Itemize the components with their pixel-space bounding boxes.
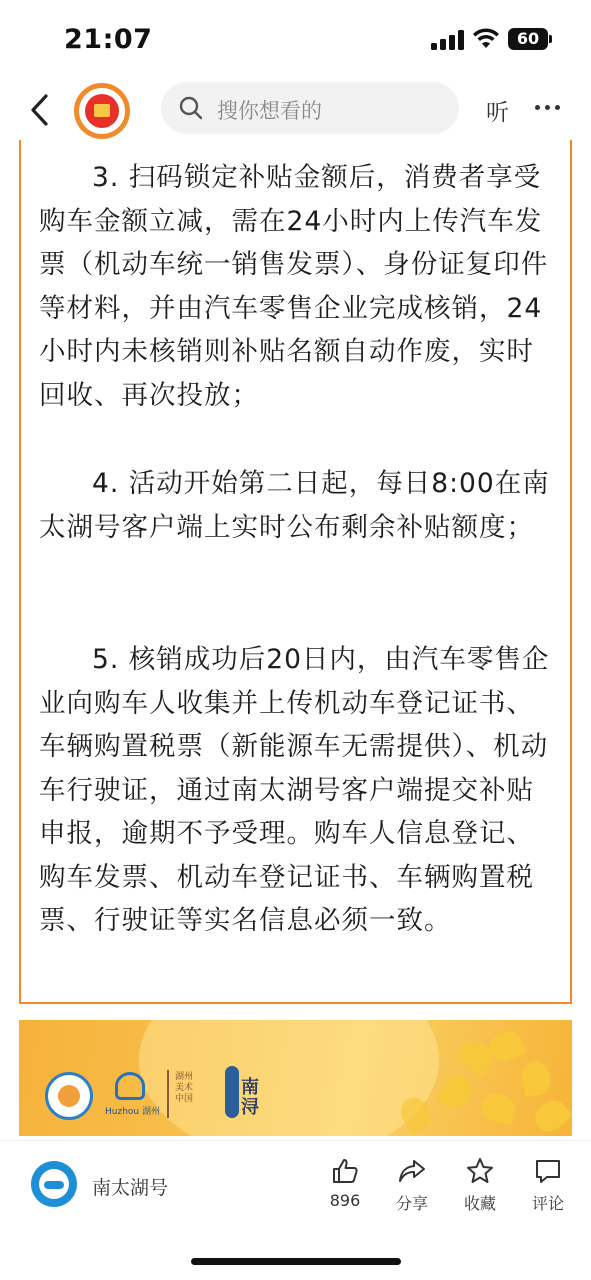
top-nav-bar	[0, 78, 591, 142]
huzhou-logo	[115, 1072, 145, 1100]
battery-icon	[508, 28, 552, 50]
favorite-button[interactable]	[448, 1157, 512, 1217]
more-icon[interactable]	[533, 92, 563, 122]
like-button[interactable]	[313, 1157, 377, 1217]
star-icon	[466, 1157, 494, 1185]
like-count: 896	[329, 1191, 361, 1210]
art-logo-text: 湖州美术中国	[175, 1072, 194, 1104]
article-content-box	[19, 140, 572, 1004]
search-input[interactable]	[161, 82, 459, 134]
cellular-signal-icon	[431, 30, 465, 50]
huzhou-logo-label: Huzhou 湖州	[105, 1107, 160, 1117]
battery-level: 60	[508, 28, 548, 50]
partner-logo-1	[45, 1072, 93, 1120]
ginkgo-banner[interactable]	[19, 1020, 572, 1136]
source-avatar[interactable]	[31, 1161, 77, 1207]
share-icon	[398, 1157, 426, 1185]
source-name[interactable]: 南太湖号	[92, 1177, 169, 1199]
comment-label: 评论	[531, 1194, 564, 1213]
comment-icon	[534, 1157, 562, 1185]
status-time: 21:07	[64, 24, 153, 55]
nanxun-logo-text: 南浔	[241, 1077, 259, 1118]
article-paragraph-4: 4. 活动开始第二日起，每日8:00在南太湖号客户端上实时公布剩余补贴额度；	[39, 468, 550, 543]
thumbs-up-icon	[331, 1157, 359, 1185]
red-packet-icon	[85, 94, 119, 128]
share-button[interactable]	[380, 1157, 444, 1217]
red-packet-logo[interactable]	[74, 83, 130, 139]
listen-button[interactable]: 听	[486, 100, 509, 126]
wifi-icon	[472, 26, 500, 50]
search-icon	[179, 96, 203, 120]
article-paragraph-3: 3. 扫码锁定补贴金额后，消费者享受购车金额立减，需在24小时内上传汽车发票（机动车统一销售发票）、身份证复印件等材料，并由汽车零售企业完成核销，24小时内未核销则补贴名额自动作废，实时回收、再次投放；	[39, 162, 549, 411]
chevron-left-icon[interactable]	[26, 92, 54, 128]
article-paragraph-5: 5. 核销成功后20日内，由汽车零售企业向购车人收集并上传机动车登记证书、车辆购置税票（新能源车无需提供）、机动车行驶证，通过南太湖号客户端提交补贴申报，逾期不予受理。购车人信息登记、购车发票、机动车登记证书、车辆购置税票、行驶证等实名信息必须一致。	[39, 644, 550, 936]
status-bar	[0, 0, 591, 78]
nanxun-logo	[225, 1066, 271, 1122]
favorite-label: 收藏	[463, 1194, 496, 1213]
art-logo	[167, 1070, 197, 1118]
share-label: 分享	[395, 1194, 428, 1213]
bottom-action-bar	[0, 1140, 591, 1230]
home-indicator[interactable]	[191, 1258, 401, 1265]
comment-button[interactable]	[516, 1157, 580, 1217]
search-placeholder: 搜你想看的	[217, 99, 322, 123]
